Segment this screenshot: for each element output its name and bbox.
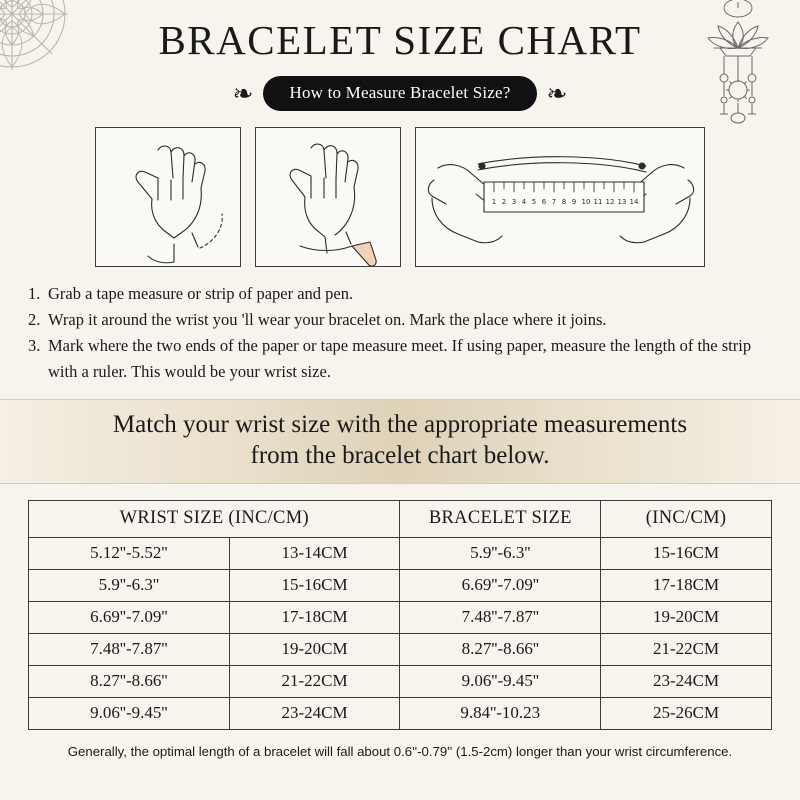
list-item	[28, 333, 772, 385]
step-text: Wrap it around the wrist you 'll wear your bracelet on. Mark the place where it joins.	[48, 310, 607, 330]
list-item	[28, 307, 772, 333]
cell-wrist-inch: 5.9''-6.3''	[29, 570, 230, 602]
subtitle-pill: How to Measure Bracelet Size?	[263, 76, 536, 111]
cell-bracelet-cm: 15-16CM	[601, 538, 772, 570]
table-row	[29, 666, 772, 698]
hand-wrapping-paper-illustration	[255, 127, 401, 267]
svg-text:2: 2	[501, 198, 507, 206]
svg-text:8: 8	[561, 198, 567, 206]
table-header-bracelet-unit: (INC/CM)	[601, 501, 772, 538]
cell-wrist-cm: 19-20CM	[229, 634, 400, 666]
table-row	[29, 570, 772, 602]
cell-bracelet-inch: 6.69''-7.09''	[400, 570, 601, 602]
svg-text:10: 10	[581, 198, 591, 206]
cell-wrist-inch: 7.48''-7.87''	[29, 634, 230, 666]
cell-wrist-cm: 13-14CM	[229, 538, 400, 570]
svg-text:4: 4	[521, 198, 527, 206]
cell-bracelet-cm: 17-18CM	[601, 570, 772, 602]
step-number: 2.	[28, 310, 41, 330]
cell-wrist-cm: 17-18CM	[229, 602, 400, 634]
table-row	[29, 538, 772, 570]
table-header-row	[29, 501, 772, 538]
svg-text:5: 5	[531, 198, 537, 206]
cell-wrist-inch: 5.12''-5.52''	[29, 538, 230, 570]
illustration-row	[0, 127, 800, 267]
cell-bracelet-cm: 21-22CM	[601, 634, 772, 666]
banner-line-2: from the bracelet chart below.	[250, 442, 550, 470]
step-number: 1.	[28, 284, 41, 303]
match-banner	[0, 399, 800, 484]
banner-line-1: Match your wrist size with the appropriate measurements	[112, 411, 688, 439]
cell-wrist-inch: 6.69''-7.09''	[29, 602, 230, 634]
table-header-bracelet: BRACELET SIZE	[400, 501, 601, 538]
step-text: Mark where the two ends of the paper or tape measure meet. If using paper, measure the length of the strip with a ruler. This would be your wrist size.	[48, 336, 752, 382]
table-row	[29, 698, 772, 730]
svg-text:6: 6	[541, 198, 547, 206]
flourish-right-icon: ❧	[546, 79, 568, 108]
svg-text:11: 11	[593, 198, 603, 206]
svg-text:9: 9	[571, 198, 577, 206]
list-item	[28, 281, 772, 307]
svg-text:3: 3	[511, 198, 517, 206]
cell-bracelet-cm: 25-26CM	[601, 698, 772, 730]
page-title: BRACELET SIZE CHART	[158, 17, 642, 63]
svg-text:13: 13	[617, 198, 627, 206]
size-table	[28, 500, 772, 730]
step-text: Grab a tape measure or strip of paper and pen.	[48, 284, 354, 303]
hands-measuring-strip-with-ruler-illustration	[415, 127, 705, 267]
cell-bracelet-inch: 8.27''-8.66''	[400, 634, 601, 666]
svg-text:14: 14	[629, 198, 639, 206]
cell-bracelet-cm: 19-20CM	[601, 602, 772, 634]
cell-wrist-cm: 15-16CM	[229, 570, 400, 602]
svg-text:7: 7	[551, 198, 557, 206]
svg-text:12: 12	[605, 198, 615, 206]
subtitle-row	[0, 76, 800, 111]
cell-wrist-inch: 8.27''-8.66''	[29, 666, 230, 698]
cell-bracelet-cm: 23-24CM	[601, 666, 772, 698]
table-row	[29, 634, 772, 666]
cell-bracelet-inch: 7.48''-7.87''	[400, 602, 601, 634]
cell-bracelet-inch: 5.9''-6.3''	[400, 538, 601, 570]
cell-wrist-inch: 9.06''-9.45''	[29, 698, 230, 730]
table-header-wrist: WRIST SIZE (INC/CM)	[29, 501, 400, 538]
svg-text:1: 1	[491, 198, 497, 206]
hand-with-tape-illustration	[95, 127, 241, 267]
instruction-list	[28, 281, 772, 385]
step-number: 3.	[28, 336, 41, 356]
cell-wrist-cm: 21-22CM	[229, 666, 400, 698]
size-table-wrap	[28, 500, 772, 730]
cell-bracelet-inch: 9.84''-10.23	[400, 698, 601, 730]
cell-wrist-cm: 23-24CM	[229, 698, 400, 730]
footnote: Generally, the optimal length of a bracelet will fall about 0.6''-0.79'' (1.5-2cm) longer than your wrist circumference.	[67, 744, 733, 760]
flourish-left-icon: ❧	[232, 79, 254, 108]
table-row	[29, 602, 772, 634]
cell-bracelet-inch: 9.06''-9.45''	[400, 666, 601, 698]
